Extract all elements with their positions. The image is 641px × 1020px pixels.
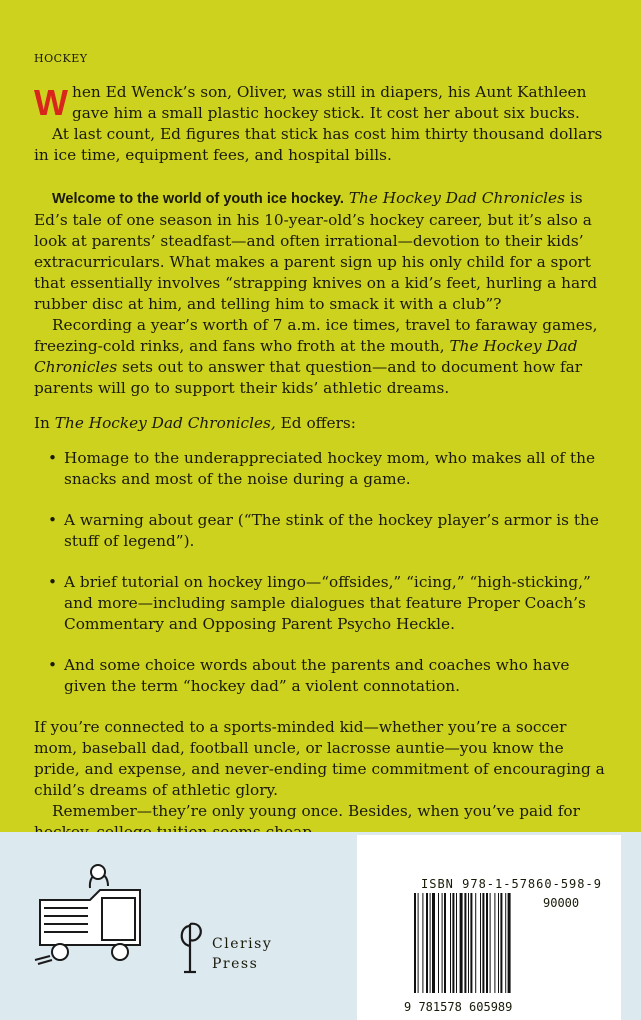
barcode-bar bbox=[482, 893, 484, 993]
barcode-bar bbox=[468, 893, 469, 993]
barcode-bar bbox=[508, 893, 511, 993]
barcode-bar bbox=[430, 893, 431, 993]
barcode-bar bbox=[480, 893, 481, 993]
price-addon: 90000 bbox=[543, 896, 580, 910]
category-label: HOCKEY bbox=[34, 52, 88, 65]
barcode-digits: 9 781578 605989 bbox=[404, 1000, 513, 1014]
barcode-bar bbox=[456, 893, 457, 993]
list-item: • Homage to the underappreciated hockey mom, who makes all of the snacks and most of the noise during a game. bbox=[34, 448, 612, 490]
barcode-bar bbox=[452, 893, 454, 993]
paragraph-5: If you’re connected to a sports-minded kid—whether you’re a soccer mom, baseball dad, football uncle, or lacrosse auntie—you know the pride, and expense, and never-ending time commitment of encouraging a child’s dreams of athletic glory. bbox=[34, 718, 605, 799]
barcode-bar bbox=[442, 893, 443, 993]
drop-cap: W bbox=[34, 82, 68, 123]
offers-intro: In The Hockey Dad Chronicles, Ed offers: bbox=[34, 414, 356, 432]
zamboni-illustration bbox=[30, 860, 150, 970]
offers-list bbox=[34, 448, 612, 697]
lead-sentence: Welcome to the world of youth ice hockey. bbox=[52, 191, 344, 207]
paragraph-3: Welcome to the world of youth ice hockey. The Hockey Dad Chronicles is Ed’s tale of one season in his 10-year-old’s hockey career, but it’s also a look at parents’ steadfast—and often irrational—devotion to their kids’ extracurriculars. What makes a parent sign up his only child for a sport that essentially involves “strapping knives on a kid’s feet, hurling a hard rubber disc at him, and telling him to smack it with a club”? bbox=[34, 189, 598, 313]
publisher-name: Clerisy Press bbox=[212, 936, 273, 972]
barcode-bar bbox=[475, 893, 476, 993]
barcode-bar bbox=[498, 893, 499, 993]
barcode-bar bbox=[464, 893, 466, 993]
barcode-bar bbox=[414, 893, 416, 993]
blurb-text bbox=[34, 82, 612, 843]
list-item: • A warning about gear (“The stink of the hockey player’s armor is the stuff of legend”). bbox=[34, 510, 612, 552]
barcode-bar bbox=[490, 893, 491, 993]
paragraph-1: hen Ed Wenck’s son, Oliver, was still in diapers, his Aunt Kathleen gave him a small plastic hockey stick. It cost her about six bucks. bbox=[71, 83, 587, 122]
barcode-bar bbox=[432, 893, 435, 993]
barcode-bar bbox=[486, 893, 488, 993]
paragraph-2: At last count, Ed figures that stick has cost him thirty thousand dollars in ice time, equipment fees, and hospital bills. bbox=[34, 125, 603, 164]
isbn-text: ISBN 978-1-57860-598-9 bbox=[421, 877, 602, 891]
barcode-bar bbox=[450, 893, 451, 993]
paragraph-4: Recording a year’s worth of 7 a.m. ice times, travel to faraway games, freezing-cold rinks, and fans who froth at the mouth, The Hockey Dad Chronicles sets out to answer that question—and to document how far parents will go to support their kids’ athletic dreams. bbox=[34, 316, 598, 397]
barcode-bar bbox=[460, 893, 463, 993]
list-item: • And some choice words about the parents and coaches who have given the term “hockey dad” a violent connotation. bbox=[34, 655, 612, 697]
barcode-bar bbox=[444, 893, 446, 993]
barcode-bar bbox=[438, 893, 439, 993]
barcode-bar bbox=[494, 893, 495, 993]
book-title: The Hockey Dad Chronicles, bbox=[54, 414, 276, 432]
book-title: The Hockey Dad Chronicles bbox=[348, 189, 565, 207]
barcode-bar bbox=[418, 893, 419, 993]
barcode-bar bbox=[500, 893, 502, 993]
barcode-bar bbox=[470, 893, 472, 993]
list-item: • A brief tutorial on hockey lingo—“offsides,” “icing,” “high-sticking,” and more—including sample dialogues that feature Proper Coach’s Commentary and Opposing Parent Psycho Heckle. bbox=[34, 572, 612, 635]
barcode bbox=[414, 893, 542, 997]
barcode-bar bbox=[505, 893, 506, 993]
barcode-bar bbox=[426, 893, 428, 993]
paragraph-6: Remember—they’re only young once. Besides, when you’ve paid for bbox=[52, 802, 580, 820]
publisher-logo-icon bbox=[174, 918, 208, 976]
barcode-bar bbox=[422, 893, 423, 993]
book-title: The Hockey Dad Chronicles bbox=[34, 337, 578, 376]
